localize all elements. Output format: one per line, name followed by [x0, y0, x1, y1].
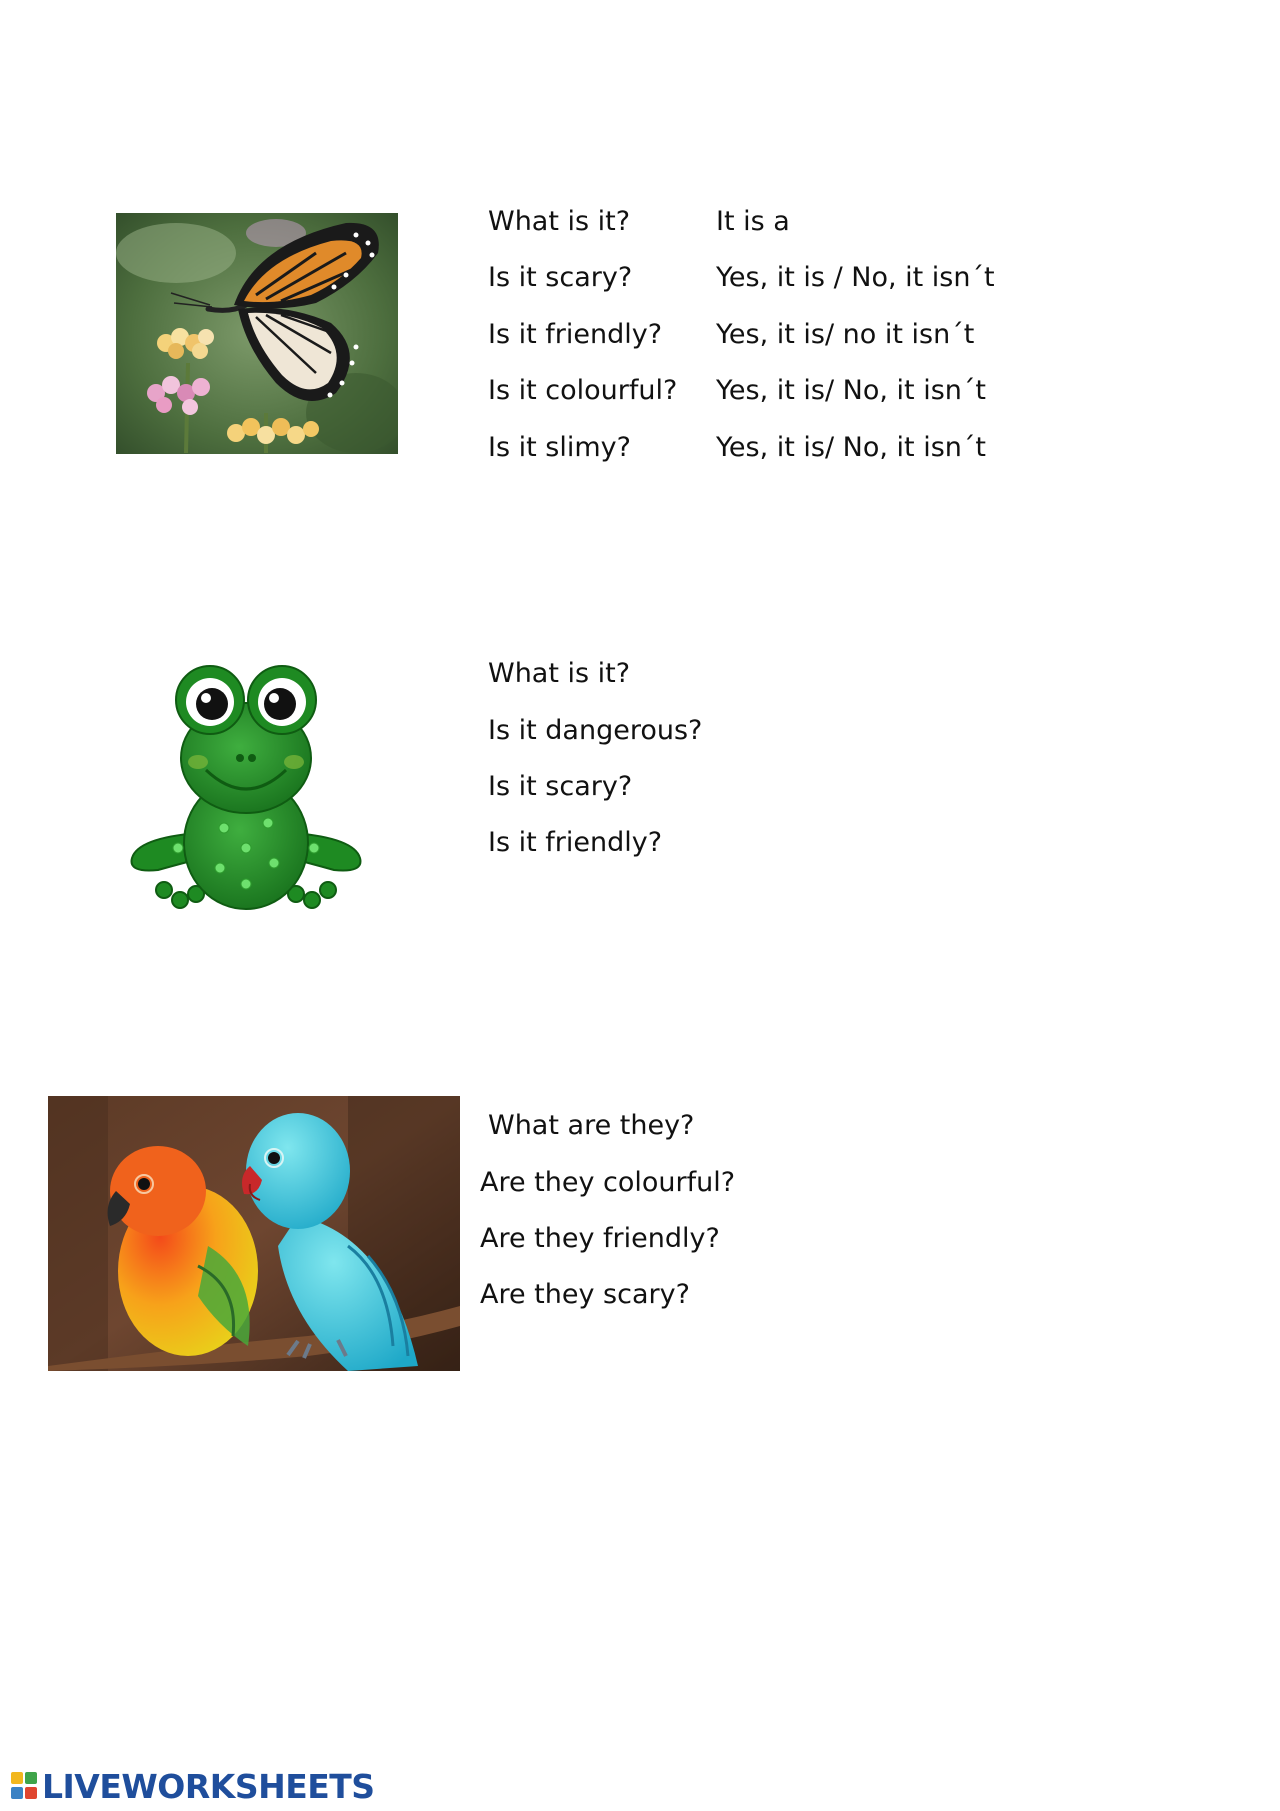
question: Is it colourful? [488, 375, 678, 406]
question: Is it slimy? [488, 432, 631, 463]
answer: Yes, it is/ No, it isn´t [716, 432, 986, 463]
question: What is it? [488, 658, 631, 689]
question: Are they colourful? [480, 1167, 736, 1198]
answer: It is a [716, 206, 790, 237]
question: Is it friendly? [488, 827, 663, 858]
question: Are they friendly? [480, 1223, 720, 1254]
liveworksheets-logo [10, 1766, 375, 1806]
question: Is it scary? [488, 771, 633, 802]
frog-image [128, 658, 364, 916]
answer: Yes, it is/ No, it isn´t [716, 375, 986, 406]
answer: Yes, it is/ no it isn´t [716, 319, 975, 350]
parrots-image [48, 1096, 460, 1371]
answer: Yes, it is / No, it isn´t [716, 262, 995, 293]
question: Is it scary? [488, 262, 633, 293]
question: Is it dangerous? [488, 715, 703, 746]
question: Are they scary? [480, 1279, 690, 1310]
question: Is it friendly? [488, 319, 663, 350]
butterfly-image [116, 213, 398, 454]
liveworksheets-logo-icon [10, 1771, 38, 1801]
question: What is it? [488, 206, 631, 237]
question: What are they? [488, 1110, 695, 1141]
brand-name: LIVEWORKSHEETS [42, 1766, 375, 1806]
